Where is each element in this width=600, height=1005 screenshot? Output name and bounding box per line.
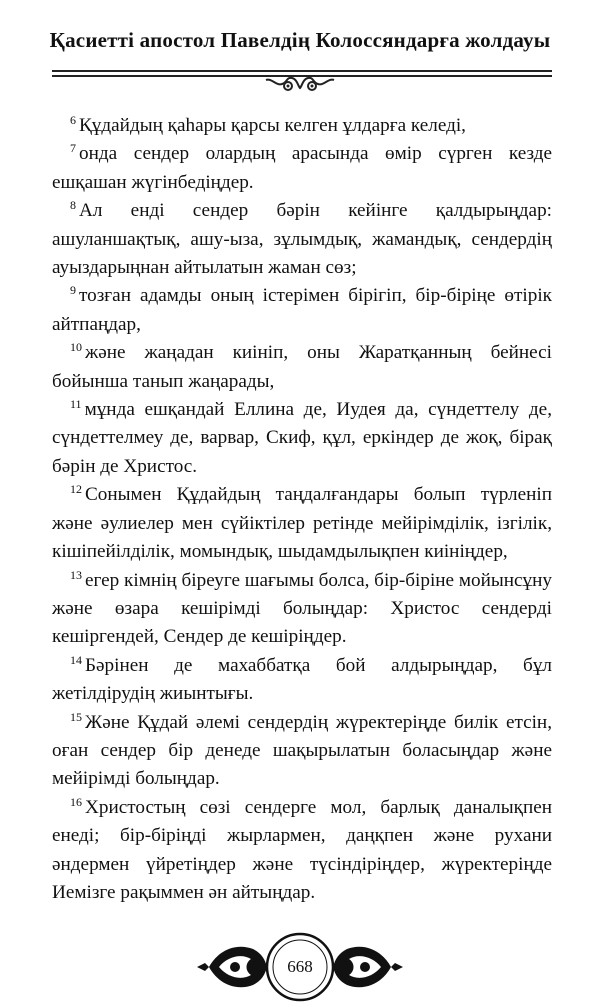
verse <box>52 567 552 652</box>
verse <box>52 709 552 794</box>
verse <box>52 197 552 282</box>
verse-text: Құдайдың қаһары қарсы келген ұлдарға келеді, <box>79 115 466 136</box>
verse-text: онда сендер олардың арасында өмір сүрген кезде ешқашан жүгінбедіңдер. <box>52 143 552 193</box>
verse-number: 10 <box>70 340 82 355</box>
verse-text: егер кімнің біреуге шағымы болса, бір-біріне мойынсұну және өзара кешірімді болыңдар: Христос сендерді кешіргендей, Сендер де кешіріңдер. <box>52 569 552 648</box>
running-header: Қасиетті апостол Павелдің Колоссяндарға жолдауы <box>49 28 551 52</box>
verse-text: Христостың сөзі сендерге мол, барлық даналықпен енеді; бір-біріңді жырлармен, даңқпен және рухани әндермен үйретіңдер және түсіндіріңдер, жүректеріңде Иемізге рақыммен ән айтыңдар. <box>52 796 552 903</box>
verse <box>52 339 552 396</box>
verse-number: 9 <box>70 283 76 298</box>
verse-text: тозған адамды оның істерімен бірігіп, бір-біріңе өтірік айтпаңдар, <box>52 285 552 335</box>
verse-text: Бәрінен де махаббатқа бой алдырыңдар, бұл жетілдірудің жиынтығы. <box>52 654 552 705</box>
verse <box>52 112 552 140</box>
scripture-text <box>52 112 552 907</box>
verse-text: және жаңадан киініп, оны Жаратқанның бейнесі бойынша танып жаңарады, <box>52 342 552 392</box>
verse <box>52 396 552 481</box>
verse <box>52 140 552 197</box>
verse-text: Сонымен Құдайдың таңдалғандары болып түрленіп және әулиелер мен сүйіктілер ретінде мейірімділік, ізгілік, кішіпейілділік, момындық, шыдамдылықпен киініңдер, <box>52 484 552 563</box>
verse <box>52 481 552 566</box>
verse-number: 8 <box>70 198 76 213</box>
verse-text: Және Құдай әлемі сендердің жүректеріңде билік етсін, оған сендер бір денеде шақырылатын боласыңдар және мейірімді болыңдар. <box>52 711 552 790</box>
page-number: 668 <box>287 957 313 977</box>
verse-number: 15 <box>70 709 82 724</box>
verse-text: мұнда ешқандай Еллина де, Иудея да, сүндеттелу де, сүндеттелмеу де, варвар, Скиф, құл, еркіндер де жоқ, бірақ бәрін де Христос. <box>52 399 552 477</box>
verse-number: 7 <box>70 141 76 156</box>
verse <box>52 282 552 339</box>
verse-number: 6 <box>70 113 76 127</box>
verse-text: Ал енді сендер бәрін кейінге қалдырыңдар: ашуланшақтық, ашу-ыза, зұлымдық, жамандық, сендердің ауыздарыңнан айтылатын жаман сөз; <box>52 200 552 279</box>
verse-number: 14 <box>70 652 82 667</box>
verse <box>52 794 552 908</box>
verse-number: 13 <box>70 567 82 582</box>
verse-number: 12 <box>70 482 82 497</box>
verse-number: 11 <box>70 397 82 412</box>
verse <box>52 652 552 709</box>
page-footer <box>195 929 405 1005</box>
verse-number: 16 <box>70 794 82 809</box>
